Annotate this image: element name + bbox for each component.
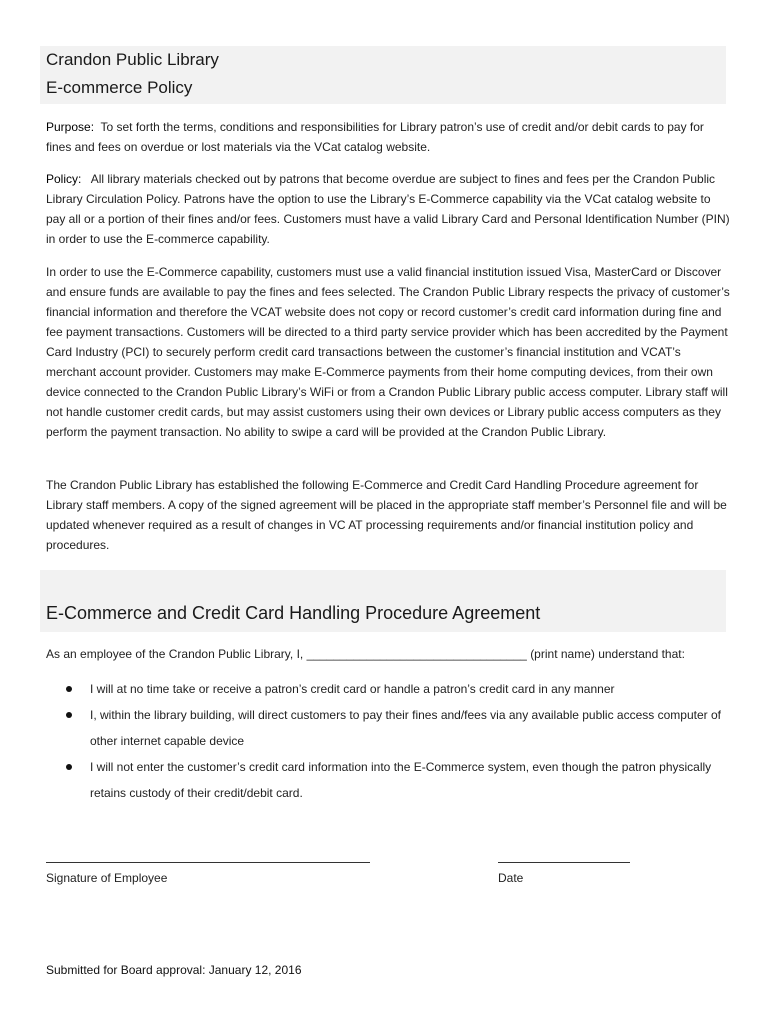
date-label: Date xyxy=(498,871,524,885)
list-item xyxy=(46,754,726,806)
list-item xyxy=(46,702,726,754)
print-name-blank: _________________________________ xyxy=(306,647,527,661)
list-item-text: I, within the library building, will direct customers to pay their fines and/fees via any available public access computer of other internet capable device xyxy=(90,708,721,748)
policy-label: Policy: xyxy=(46,172,82,186)
agreement-list xyxy=(46,676,726,806)
bullet-icon xyxy=(66,712,72,718)
list-item-text: I will at no time take or receive a patron’s credit card or handle a patron’s credit card in any manner xyxy=(90,682,615,696)
library-name: Crandon Public Library xyxy=(46,50,219,69)
intro-prefix: As an employee of the Crandon Public Library, I, xyxy=(46,647,304,661)
purpose-label: Purpose: xyxy=(46,120,95,134)
ecommerce-paragraph: In order to use the E-Commerce capability, customers must use a valid financial institution issued Visa, MasterCard or Discover and ensure funds are available to pay the fines and fees selected. The Crandon Public Library respects the privacy of customer’s financial information and therefore the VCAT website does not copy or record customer’s credit card information during fine and fee payment transactions. Customers will be directed to a third party service provider which has been accredited by the Payment Card Industry (PCI) to securely perform credit card transactions between the customer’s financial institution and VCAT’s merchant account provider. Customers may make E-Commerce payments from their home computing devices, from their own device connected to the Crandon Public Library’s WiFi or from a Crandon Public Library public access computer. Library staff will not handle customer credit cards, but may assist customers using their own devices or Library public access computers as they perform the payment transaction. No ability to swipe a card will be provided at the Crandon Public Library. xyxy=(46,265,730,439)
policy-paragraph xyxy=(46,169,730,249)
signature-line xyxy=(46,862,370,863)
signature-label: Signature of Employee xyxy=(46,871,168,885)
agreement-intro xyxy=(46,644,685,664)
policy-text: All library materials checked out by patrons that become overdue are subject to fines and fees per the Crandon Public Library Circulation Policy. Patrons have the option to use the Library’s E-Commerce capability via the VCat catalog website to pay all or a portion of their fines and/or fees. Customers must have a valid Library Card and Personal Identification Number (PIN) in order to use the E-commerce capability. xyxy=(46,172,730,246)
agreement-heading: E-Commerce and Credit Card Handling Procedure Agreement xyxy=(46,603,541,623)
agreement-intro-paragraph: The Crandon Public Library has established the following E-Commerce and Credit Card Handling Procedure agreement for Library staff members. A copy of the signed agreement will be placed in the appropriate staff member’s Personnel file and will be updated whenever required as a result of changes in VC AT processing requirements and/or financial institution policy and procedures. xyxy=(46,478,727,552)
date-line xyxy=(498,862,630,863)
purpose-text: To set forth the terms, conditions and responsibilities for Library patron’s use of credit and/or debit cards to pay for fines and fees on overdue or lost materials via the VCat catalog website. xyxy=(46,120,704,154)
bullet-icon xyxy=(66,764,72,770)
policy-title: E-commerce Policy xyxy=(46,78,193,97)
submitted-date: Submitted for Board approval: January 12, 2016 xyxy=(46,963,302,977)
list-item-text: I will not enter the customer’s credit card information into the E-Commerce system, even though the patron physically retains custody of their credit/debit card. xyxy=(90,760,712,800)
bullet-icon xyxy=(66,686,72,692)
purpose-paragraph xyxy=(46,117,730,157)
intro-suffix: (print name) understand that: xyxy=(530,647,685,661)
list-item xyxy=(46,676,726,702)
title-block xyxy=(40,46,726,104)
